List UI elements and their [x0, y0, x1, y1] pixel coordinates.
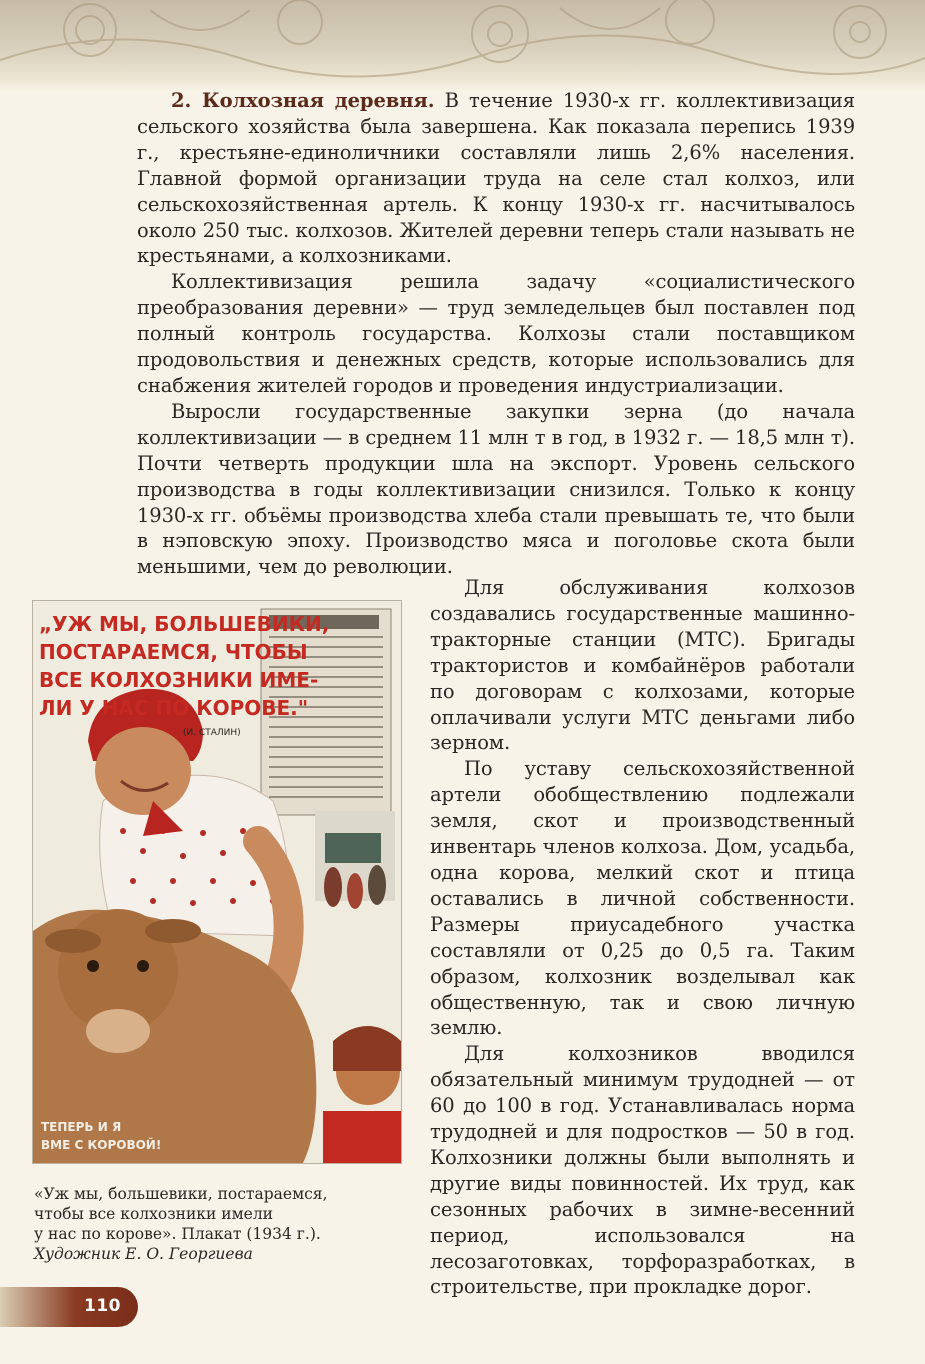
- paragraph-3: Выросли государственные закупки зерна (до начала коллективизации — в среднем 11 млн т в год, в 1932 г. — 18,5 млн т). Почти четверть продукции шла на экспорт. Уровень сельского производства в годы коллективизации снизился. Только к концу 1930-х гг. объёмы производства хлеба стали превышать те, что были в нэповскую эпоху. Производство мяса и поголовье скота были меньшими, чем до революции.: [137, 399, 855, 579]
- decorative-header: [0, 0, 925, 92]
- caption-line-2: чтобы все колхозники имели: [34, 1205, 273, 1223]
- paragraph-1-text: В течение 1930-х гг. коллективизация сельского хозяйства была завершена. Как показала перепись 1939 г., крестьяне-единоличники составляли лишь 2,6% населения. Главной формой организации труда на селе стал колхоз, или сельскохозяйственная артель. К концу 1930-х гг. насчитывалось около 250 тыс. колхозов. Жителей деревни теперь стали называть не крестьянами, а колхозниками.: [137, 89, 856, 268]
- paragraph-4: Для обслуживания колхозов создавались государственные машинно-тракторные станции (МТС). Бригады трактористов и комбайнёров работали по договорам с колхозами, которые оплачивали услуги МТС деньгами либо зерном.: [430, 576, 855, 755]
- poster-attribution: (И. СТАЛИН): [183, 728, 241, 738]
- poster-slogan-line-2: ПОСТАРАЕМСЯ, ЧТОБЫ: [39, 640, 308, 664]
- caption-author: Художник Е. О. Георгиева: [34, 1245, 253, 1263]
- paragraph-2: Коллективизация решила задачу «социалистического преобразования деревни» — труд земледельцев был поставлен под полный контроль государства. Колхозы стали поставщиком продовольствия и денежных средств, которые использовались для снабжения жителей городов и проведения индустриализации.: [137, 270, 855, 397]
- poster-bottom-line-2: ВМЕ С КОРОВОЙ!: [41, 1138, 162, 1152]
- paragraph-5: По уставу сельскохозяйственной артели обобществлению подлежали земля, скот и производственный инвентарь членов колхоза. Дом, усадьба, одна корова, мелкий скот и птица оставались в личной собственности. Размеры приусадебного участка составляли от 0,25 до 0,5 га. Таким образом, колхозник возделывал как общественную, так и свою личную землю.: [430, 757, 855, 1040]
- caption-line-1: «Уж мы, большевики, постараемся,: [34, 1185, 328, 1203]
- poster-image: [32, 600, 402, 1164]
- paragraph-1: [137, 88, 855, 269]
- poster-slogan-line-3: ВСЕ КОЛХОЗНИКИ ИМЕ-: [39, 668, 319, 692]
- poster-caption: [34, 1184, 404, 1264]
- page-number: 110: [84, 1296, 121, 1316]
- poster-slogan-line-1: „УЖ МЫ, БОЛЬШЕВИКИ,: [39, 612, 330, 636]
- poster-slogan-line-4: ЛИ У НАС ПО КОРОВЕ.": [39, 696, 309, 720]
- body-text-top: [137, 88, 855, 580]
- poster-illustration: [33, 601, 401, 1163]
- caption-line-3: у нас по корове». Плакат (1934 г.).: [34, 1225, 321, 1243]
- poster-bottom-line-1: ТЕПЕРЬ И Я: [41, 1120, 122, 1134]
- body-text-right-column: [430, 575, 855, 1300]
- paragraph-6: Для колхозников вводился обязательный минимум трудодней — от 60 до 100 в год. Устанавливалась норма трудодней и для подростков — 50 в год. Колхозники должны были выполнять и другие виды повинностей. Их труд, как сезонных рабочих в зимне-весенний период, использовался на лесозаготовках, торфоразработках, в строительстве, при прокладке дорог.: [430, 1042, 855, 1299]
- section-heading: 2. Колхозная деревня.: [171, 89, 435, 112]
